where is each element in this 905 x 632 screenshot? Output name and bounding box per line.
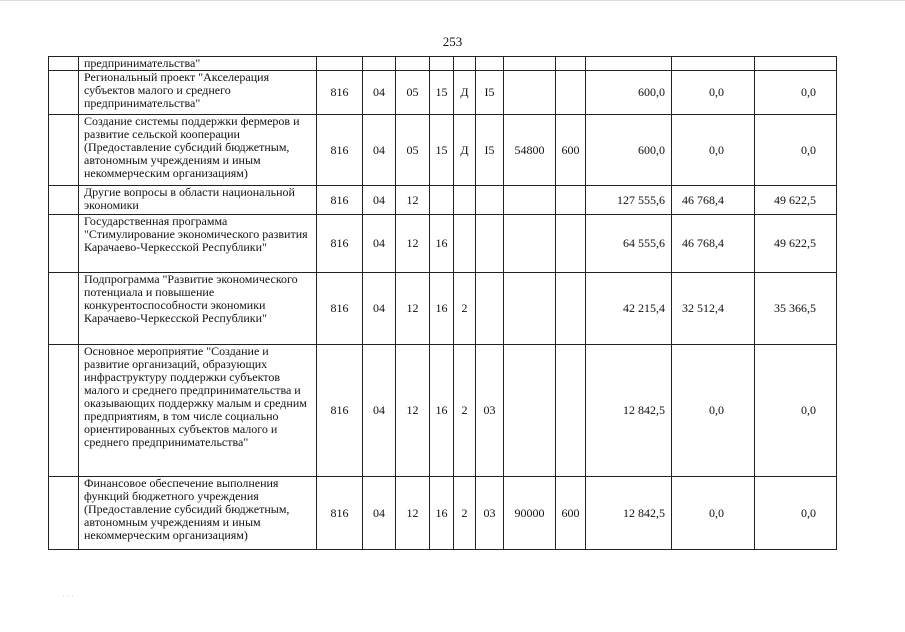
cell-event: I5 (476, 115, 504, 186)
cell-subprogram (454, 57, 476, 71)
cell-direction: 54800 (504, 115, 556, 186)
cell-subprogram: 2 (454, 345, 476, 477)
cell-section: 04 (363, 71, 396, 115)
cell-grbs: 816 (317, 115, 363, 186)
cell-grbs: 816 (317, 71, 363, 115)
cell-section (363, 57, 396, 71)
cell-expense-type (556, 71, 586, 115)
table-row (49, 57, 837, 71)
cell-section: 04 (363, 115, 396, 186)
cell-grbs: 816 (317, 215, 363, 273)
cell-expense-type: 600 (556, 477, 586, 550)
table-row (49, 71, 837, 115)
cell-event: 03 (476, 477, 504, 550)
cell-expense-type (556, 186, 586, 215)
cell-index (49, 215, 79, 273)
cell-amount-3: 49 622,5 (755, 215, 837, 273)
cell-section: 04 (363, 215, 396, 273)
cell-amount-3: 49 622,5 (755, 186, 837, 215)
cell-section: 04 (363, 477, 396, 550)
cell-section: 04 (363, 186, 396, 215)
cell-program: 15 (430, 115, 454, 186)
cell-expense-type: 600 (556, 115, 586, 186)
table-row (49, 273, 837, 345)
cell-grbs: 816 (317, 345, 363, 477)
table-row (49, 215, 837, 273)
table-row (49, 115, 837, 186)
scan-edge (0, 0, 905, 1)
cell-amount-1: 600,0 (586, 115, 672, 186)
page-number: 253 (442, 34, 463, 49)
cell-index (49, 115, 79, 186)
cell-amount-3: 0,0 (755, 345, 837, 477)
cell-direction (504, 186, 556, 215)
cell-event: I5 (476, 71, 504, 115)
cell-expense-type (556, 57, 586, 71)
row-name: Создание системы поддержки фермеров и развитие сельской кооперации (Предоставление субсидий бюджетным, автономным учреждениям и иным некоммерческим организациям) (79, 115, 317, 186)
cell-program (430, 57, 454, 71)
cell-index (49, 477, 79, 550)
cell-grbs: 816 (317, 186, 363, 215)
cell-amount-3: 0,0 (755, 477, 837, 550)
cell-amount-1: 64 555,6 (586, 215, 672, 273)
scan-noise: · · · (62, 592, 74, 601)
row-name: Финансовое обеспечение выполнения функций бюджетного учреждения (Предоставление субсидий бюджетным, автономным учреждениям и иным некоммерческим организациям) (79, 477, 317, 550)
cell-direction (504, 273, 556, 345)
cell-section: 04 (363, 273, 396, 345)
cell-amount-3: 0,0 (755, 115, 837, 186)
row-name: Основное мероприятие "Создание и развитие организаций, образующих инфраструктуру поддержки субъектов малого и среднего предпринимательства и оказывающих поддержку малым и средним предприятиям, в том числе социально ориентированных субъектов малого и среднего предпринимательства" (79, 345, 317, 477)
cell-subsection: 05 (396, 71, 430, 115)
cell-expense-type (556, 215, 586, 273)
cell-program: 15 (430, 71, 454, 115)
cell-index (49, 273, 79, 345)
cell-grbs: 816 (317, 477, 363, 550)
cell-direction: 90000 (504, 477, 556, 550)
cell-amount-2: 46 768,4 (672, 215, 755, 273)
cell-program: 16 (430, 477, 454, 550)
cell-subsection (396, 57, 430, 71)
cell-index (49, 57, 79, 71)
row-name: Подпрограмма "Развитие экономического потенциала и повышение конкурентоспособности экономики Карачаево-Черкесской Республики" (79, 273, 317, 345)
cell-index (49, 71, 79, 115)
cell-subprogram (454, 215, 476, 273)
cell-direction (504, 71, 556, 115)
cell-program: 16 (430, 345, 454, 477)
cell-amount-1: 12 842,5 (586, 345, 672, 477)
cell-event: 03 (476, 345, 504, 477)
cell-program: 16 (430, 273, 454, 345)
cell-amount-3: 0,0 (755, 71, 837, 115)
cell-index (49, 345, 79, 477)
cell-amount-1: 12 842,5 (586, 477, 672, 550)
cell-event (476, 273, 504, 345)
budget-table (48, 56, 837, 550)
cell-amount-3 (755, 57, 837, 71)
cell-event (476, 57, 504, 71)
cell-expense-type (556, 345, 586, 477)
row-name: предпринимательства" (79, 57, 317, 71)
cell-amount-2 (672, 57, 755, 71)
cell-subsection: 12 (396, 345, 430, 477)
cell-direction (504, 57, 556, 71)
cell-amount-2: 0,0 (672, 71, 755, 115)
cell-expense-type (556, 273, 586, 345)
cell-subprogram: 2 (454, 477, 476, 550)
cell-amount-1 (586, 57, 672, 71)
cell-subprogram: Д (454, 71, 476, 115)
cell-amount-2: 0,0 (672, 345, 755, 477)
cell-grbs (317, 57, 363, 71)
cell-direction (504, 345, 556, 477)
cell-subsection: 05 (396, 115, 430, 186)
cell-subprogram: 2 (454, 273, 476, 345)
row-name: Другие вопросы в области национальной экономики (79, 186, 317, 215)
table-row (49, 477, 837, 550)
cell-subprogram: Д (454, 115, 476, 186)
cell-event (476, 215, 504, 273)
table-row (49, 186, 837, 215)
cell-event (476, 186, 504, 215)
cell-amount-1: 600,0 (586, 71, 672, 115)
cell-index (49, 186, 79, 215)
cell-direction (504, 215, 556, 273)
cell-amount-2: 0,0 (672, 477, 755, 550)
cell-amount-1: 127 555,6 (586, 186, 672, 215)
cell-subsection: 12 (396, 273, 430, 345)
row-name: Региональный проект "Акселерация субъектов малого и среднего предпринимательства" (79, 71, 317, 115)
cell-subsection: 12 (396, 215, 430, 273)
cell-subsection: 12 (396, 186, 430, 215)
cell-subsection: 12 (396, 477, 430, 550)
cell-amount-2: 0,0 (672, 115, 755, 186)
cell-amount-2: 46 768,4 (672, 186, 755, 215)
cell-program (430, 186, 454, 215)
cell-grbs: 816 (317, 273, 363, 345)
table-row (49, 345, 837, 477)
cell-subprogram (454, 186, 476, 215)
cell-amount-3: 35 366,5 (755, 273, 837, 345)
cell-amount-2: 32 512,4 (672, 273, 755, 345)
cell-program: 16 (430, 215, 454, 273)
row-name: Государственная программа "Стимулирование экономического развития Карачаево-Черкесской Республики" (79, 215, 317, 273)
cell-amount-1: 42 215,4 (586, 273, 672, 345)
cell-section: 04 (363, 345, 396, 477)
